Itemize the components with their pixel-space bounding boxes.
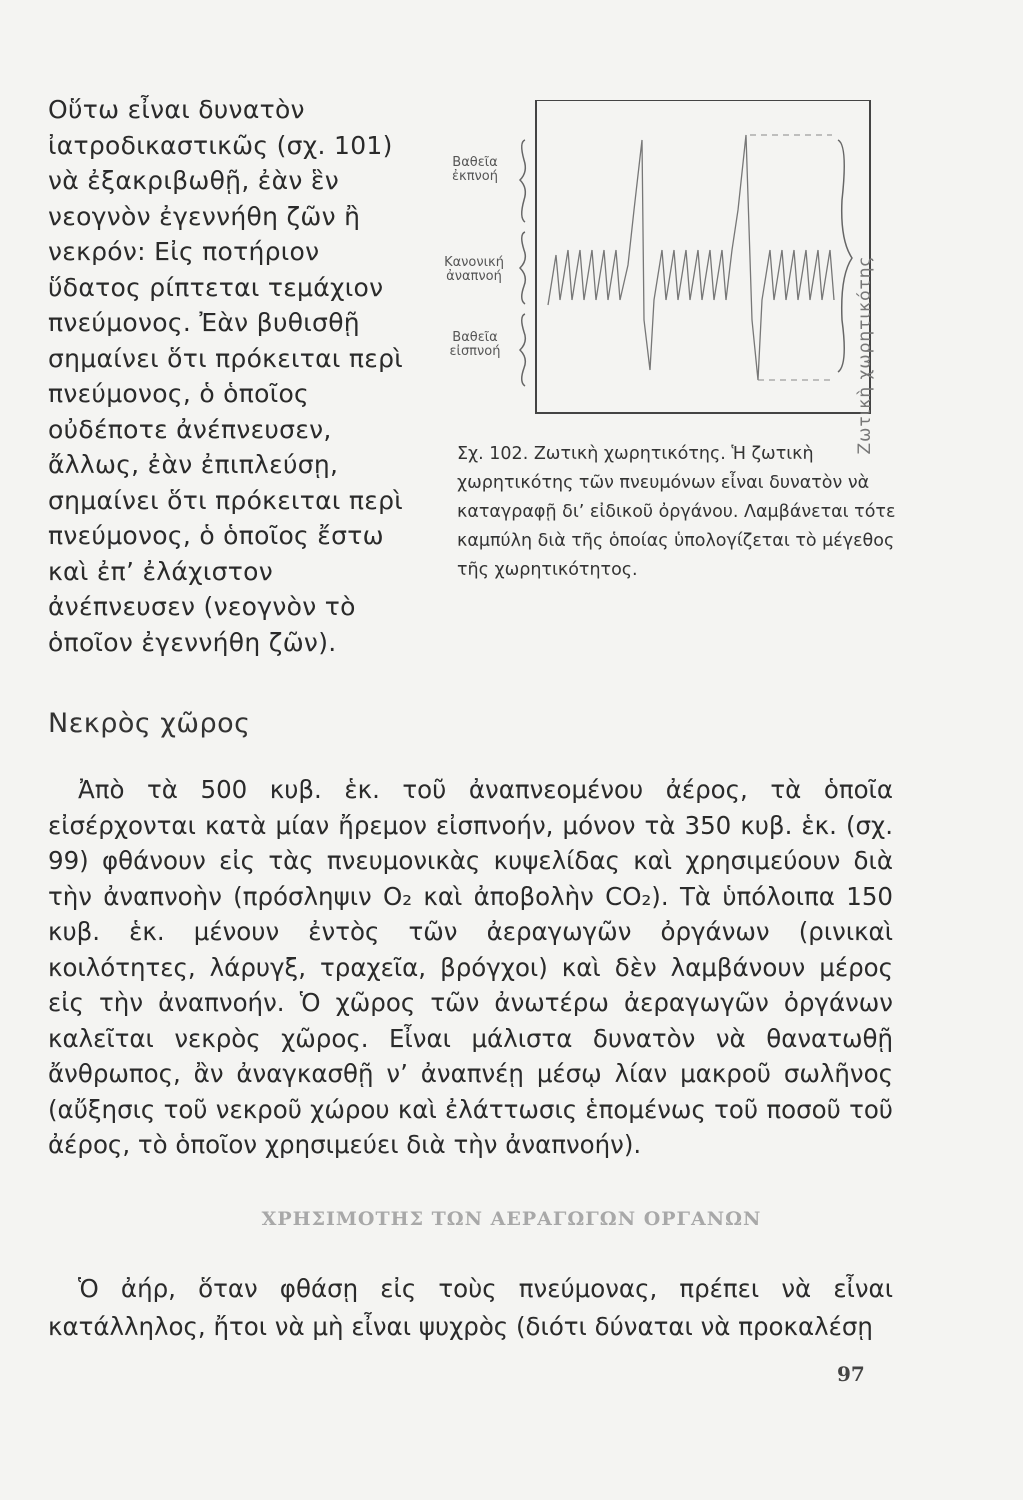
normal-breath-brace: [520, 232, 525, 304]
vital-capacity-figure: [420, 100, 890, 455]
label-normal-breath: Κανονική ἀναπνοή: [444, 255, 504, 284]
deep-exhale-brace: [520, 140, 525, 222]
dead-space-text: [48, 772, 893, 1163]
figure-frame: [536, 100, 870, 413]
label-deep-inhale: Βαθεῖα εἰσπνοή: [449, 330, 501, 359]
airway-organs-heading: ΧΡΗΣΙΜΟΤΗΣ ΤΩΝ ΑΕΡΑΓΩΓΩΝ ΟΡΓΑΝΩΝ: [261, 1208, 762, 1230]
deep-inhale-brace: [520, 314, 525, 386]
label-deep-exhale: Βαθεῖα ἐκπνοή: [452, 155, 498, 184]
label-vital-capacity: Ζωτικὴ χωρητικότης: [855, 255, 875, 455]
closing-text: [48, 1270, 893, 1346]
page-number: 97: [837, 1362, 865, 1386]
closing-paragraph: Ὁ ἀήρ, ὅταν φθάσῃ εἰς τοὺς πνεύμονας, πρέπει νὰ εἶναι κατάλληλος, ἤτοι νὰ μὴ εἶναι ψυχρὸς (διότι δύναται νὰ προκαλέσῃ: [48, 1274, 893, 1341]
intro-text-column: [48, 92, 418, 660]
dead-space-paragraph: Ἀπὸ τὰ 500 κυβ. ἑκ. τοῦ ἀναπνεομένου ἀέρος, τὰ ὁποῖα εἰσέρχονται κατὰ μίαν ἤρεμον εἰσπνοήν, μόνον τὰ 350 κυβ. ἑκ. (σχ. 99) φθάνουν εἰς τὰς πνευμονικὰς κυψελίδας καὶ χρησιμεύουν διὰ τὴν ἀναπνοὴν (πρόσληψιν O₂ καὶ ἀποβολὴν CO₂). Τὰ ὑπόλοιπα 150 κυβ. ἑκ. μένουν ἐντὸς τῶν ἀεραγωγῶν ὀργάνων (ρινικαὶ κοιλότητες, λάρυγξ, τραχεῖα, βρόγχοι) καὶ δὲν λαμβάνουν μέρος εἰς τὴν ἀναπνοήν. Ὁ χῶρος τῶν ἀνωτέρω ἀεραγωγῶν ὀργάνων καλεῖται νεκρὸς χῶρος. Εἶναι μάλιστα δυνατὸν νὰ θανατωθῇ ἄνθρωπος, ἂν ἀναγκασθῇ ν’ ἀναπνέῃ μέσῳ λίαν μακροῦ σωλῆνος (αὔξησις τοῦ νεκροῦ χώρου καὶ ἐλάττωσις ἑπομένως τοῦ ποσοῦ τοῦ ἀέρος, τὸ ὁποῖον χρησιμεύει διὰ τὴν ἀναπνοήν).: [48, 775, 893, 1159]
figure-caption: Σχ. 102. Ζωτικὴ χωρητικότης. Ἡ ζωτικὴ χωρητικότης τῶν πνευμόνων εἶναι δυνατὸν νὰ καταγραφῇ δι’ εἰδικοῦ ὀργάνου. Λαμβάνεται τότε καμπύλη διὰ τῆς ὁποίας ὑπολογίζεται τὸ μέγεθος τῆς χωρητικότητος.: [457, 444, 896, 580]
intro-paragraph: Οὕτω εἶναι δυνατὸν ἰατροδικαστικῶς (σχ. 101) νὰ ἐξακριβωθῇ, ἐὰν ἓν νεογνὸν ἐγεννήθη ζῶν ἢ νεκρόν: Εἰς ποτήριον ὕδατος ρίπτεται τεμάχιον πνεύμονος. Ἐὰν βυθισθῇ σημαίνει ὅτι πρόκειται περὶ πνεύμονος, ὁ ὁποῖος οὐδέποτε ἀνέπνευσεν, ἄλλως, ἐὰν ἐπιπλεύσῃ, σημαίνει ὅτι πρόκειται περὶ πνεύμονος, ὁ ὁποῖος ἔστω καὶ ἐπ’ ἐλάχιστον ἀνέπνευσεν (νεογνὸν τὸ ὁποῖον ἐγεννήθη ζῶν).: [48, 95, 404, 657]
section-title: Νεκρὸς χῶρος: [48, 708, 251, 739]
breathing-curve: [548, 135, 834, 380]
